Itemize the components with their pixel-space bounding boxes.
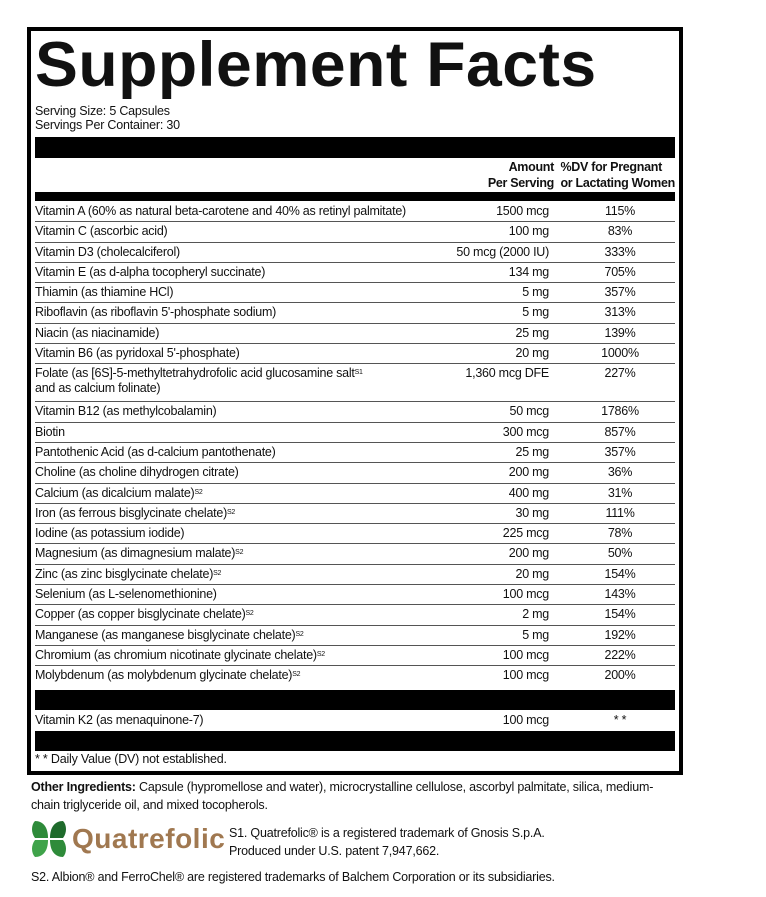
- footnote-ref: S2: [235, 549, 244, 557]
- amount-header-line1: Amount: [508, 160, 554, 174]
- nutrient-amount: 1500 mcg: [496, 204, 549, 218]
- s1-line1: S1. Quatrefolic® is a registered trademark of Gnosis S.p.A.: [229, 826, 545, 840]
- amount-header: [488, 159, 554, 191]
- table-row: [35, 646, 675, 666]
- nutrient-dv: 154%: [604, 607, 636, 622]
- nutrient-amount: 400 mg: [508, 485, 549, 500]
- nutrient-name: Vitamin A (60% as natural beta-carotene and 40% as retinyl palmitate): [35, 204, 406, 218]
- other-ingredients-text: Capsule (hypromellose and water), microcrystalline cellulose, ascorbyl palmitate, silica, medium-chain triglyceride oil, and mixed tocopherols.: [31, 780, 654, 812]
- table-row: [35, 263, 675, 283]
- nutrient-name: Vitamin B6 (as pyridoxal 5'-phosphate): [35, 346, 240, 361]
- table-row: [35, 484, 675, 504]
- nutrient-name: Choline (as choline dihydrogen citrate): [35, 465, 239, 480]
- nutrient-name: Zinc (as zinc bisglycinate chelate)$^{S2}$: [35, 566, 222, 581]
- nutrient-dv: 1000%: [601, 346, 639, 361]
- s2-footnote: S2. Albion® and FerroChel® are registered trademarks of Balchem Corporation or its subsidiaries.: [31, 870, 555, 884]
- nutrient-dv: 200%: [604, 668, 636, 683]
- nutrient-amount: 100 mcg: [502, 713, 549, 727]
- nutrient-name: Vitamin E (as d-alpha tocopheryl succinate): [35, 264, 266, 279]
- logo-wordmark: Quatrefolic: [72, 823, 226, 854]
- nutrient-amount: 225 mcg: [502, 526, 549, 541]
- footnote-ref: S2: [194, 488, 203, 496]
- nutrient-amount: 5 mg: [522, 305, 549, 320]
- nutrient-dv: 31%: [607, 485, 633, 500]
- nutrient-amount: 5 mg: [522, 285, 549, 300]
- dv-header-line2: or Lactating Women: [560, 176, 675, 190]
- nutrient-dv: 705%: [604, 264, 636, 279]
- nutrient-name: Pantothenic Acid (as d-calcium pantothenate): [35, 444, 276, 459]
- nutrient-amount: 5 mg: [522, 627, 549, 642]
- nutrient-name: Chromium (as chromium nicotinate glycinate chelate)$^{S2}$: [35, 647, 325, 662]
- amount-header-line2: Per Serving: [487, 176, 554, 190]
- s1-line2: Produced under U.S. patent 7,947,662.: [229, 844, 440, 858]
- nutrient-amount: 20 mg: [515, 346, 549, 361]
- footnote-ref: S2: [213, 569, 222, 577]
- nutrient-name: Vitamin C (ascorbic acid): [35, 224, 168, 239]
- nutrient-amount: 25 mg: [515, 444, 549, 459]
- nutrient-name: Iron (as ferrous bisglycinate chelate)$^{S2}$: [35, 505, 236, 520]
- table-row: [35, 463, 675, 483]
- table-row: [35, 626, 675, 646]
- nutrient-amount: 300 mcg: [502, 424, 549, 439]
- footnote-ref: S2: [226, 508, 236, 516]
- nutrient-dv: 143%: [604, 587, 636, 602]
- nutrient-name: Riboflavin (as riboflavin 5'-phosphate sodium): [35, 305, 277, 320]
- nutrient-dv: 154%: [604, 566, 636, 581]
- nutrient-dv: 50%: [607, 546, 633, 561]
- nutrient-amount: 50 mcg: [509, 404, 549, 419]
- table-row: [35, 364, 675, 402]
- nutrient-amount: 2 mg: [522, 607, 549, 622]
- table-row: [35, 443, 675, 463]
- nutrient-amount: 100 mcg: [502, 587, 549, 602]
- divider-bar: [35, 192, 675, 201]
- divider-bar: [35, 690, 675, 710]
- table-row: [35, 423, 675, 443]
- nutrient-name: Manganese (as manganese bisglycinate chelate)$^{S2}$: [35, 627, 304, 642]
- footnote-ref: S2: [295, 630, 304, 638]
- nutrient-dv: 1786%: [601, 404, 639, 419]
- divider-bar: [35, 137, 675, 158]
- nutrient-dv: 222%: [604, 647, 636, 662]
- footnote-ref: S1: [354, 369, 363, 377]
- footnote-ref: S2: [316, 650, 325, 658]
- nutrient-name: Niacin (as niacinamide): [35, 325, 160, 340]
- supplement-facts-panel: [27, 27, 683, 775]
- quatrefolic-logo: [29, 819, 225, 859]
- nutrient-amount: 20 mg: [515, 566, 549, 581]
- nutrient-name: Copper (as copper bisglycinate chelate)$^{S2}$: [35, 607, 254, 622]
- nutrient-amount: 200 mg: [508, 546, 549, 561]
- nutrient-dv: 139%: [604, 325, 636, 340]
- nutrient-dv: 36%: [607, 465, 633, 480]
- nutrient-dv: 333%: [604, 244, 636, 259]
- nutrient-dv: 857%: [604, 424, 636, 439]
- table-row: [35, 402, 675, 422]
- other-ingredients: [31, 778, 671, 814]
- nutrient-dv: 357%: [604, 444, 636, 459]
- nutrient-name: Vitamin D3 (cholecalciferol): [35, 244, 180, 259]
- table-row: [35, 243, 675, 263]
- nutrient-amount: 50 mcg (2000 IU): [456, 244, 549, 259]
- table-row: [35, 544, 675, 564]
- nutrient-name: Selenium (as L-selenomethionine): [35, 587, 217, 602]
- nutrient-amount: 100 mcg: [502, 647, 549, 662]
- nutrient-amount: 100 mg: [508, 224, 549, 239]
- nutrient-table: [35, 202, 675, 687]
- dv-footnote: * * Daily Value (DV) not established.: [35, 752, 227, 766]
- nutrient-name: Vitamin B12 (as methylcobalamin): [35, 404, 217, 419]
- dv-header: [560, 159, 675, 191]
- nutrient-dv: 111%: [605, 505, 635, 520]
- nutrient-name: Vitamin K2 (as menaquinone-7): [35, 713, 204, 727]
- table-row: [35, 283, 675, 303]
- nutrient-name: Folate (as [6S]-5-methyltetrahydrofolic acid glucosamine salt$^{S1}$ and as calcium folinate): [35, 366, 363, 396]
- nutrient-dv: 83%: [607, 224, 633, 239]
- table-row: [35, 666, 675, 686]
- nutrient-dv: 78%: [607, 526, 633, 541]
- nutrient-amount: 134 mg: [508, 264, 549, 279]
- servings-per-container: Servings Per Container: 30: [35, 118, 180, 132]
- dv-header-line1: %DV for Pregnant: [560, 160, 662, 174]
- nutrient-dv: 313%: [604, 305, 636, 320]
- serving-size: Serving Size: 5 Capsules: [35, 104, 170, 118]
- nutrient-dv: * *: [613, 713, 627, 727]
- other-ingredients-label: Other Ingredients:: [31, 780, 136, 794]
- table-row: [35, 303, 675, 323]
- nutrient-name: Molybdenum (as molybdenum glycinate chelate)$^{S2}$: [35, 668, 301, 683]
- s1-footnote: [229, 824, 545, 860]
- table-row: [35, 504, 675, 524]
- table-row: [35, 344, 675, 364]
- nutrient-dv: 115%: [604, 204, 636, 218]
- nutrient-name: Magnesium (as dimagnesium malate)$^{S2}$: [35, 546, 244, 561]
- nutrient-name: Thiamin (as thiamine HCl): [35, 285, 174, 300]
- table-row: [35, 711, 675, 731]
- divider-bar: [35, 731, 675, 751]
- clover-icon: [29, 819, 69, 859]
- nutrient-dv: 227%: [604, 366, 636, 381]
- table-row: [35, 222, 675, 242]
- k2-table: [35, 711, 675, 731]
- nutrient-name: Iodine (as potassium iodide): [35, 526, 185, 541]
- nutrient-amount: 200 mg: [508, 465, 549, 480]
- table-row: [35, 605, 675, 625]
- panel-title: Supplement Facts: [35, 30, 597, 100]
- nutrient-amount: 1,360 mcg DFE: [465, 366, 549, 381]
- nutrient-amount: 25 mg: [515, 325, 549, 340]
- table-row: [35, 565, 675, 585]
- table-row: [35, 585, 675, 605]
- nutrient-amount: 100 mcg: [502, 668, 549, 683]
- footnote-ref: S2: [245, 610, 254, 618]
- nutrient-dv: 192%: [604, 627, 636, 642]
- table-row: [35, 324, 675, 344]
- table-row: [35, 524, 675, 544]
- nutrient-dv: 357%: [604, 285, 636, 300]
- nutrient-name: Biotin: [35, 424, 65, 439]
- footnote-ref: S2: [292, 671, 301, 679]
- nutrient-name: Calcium (as dicalcium malate)$^{S2}$: [35, 485, 203, 500]
- table-row: [35, 202, 675, 222]
- nutrient-amount: 30 mg: [515, 505, 549, 520]
